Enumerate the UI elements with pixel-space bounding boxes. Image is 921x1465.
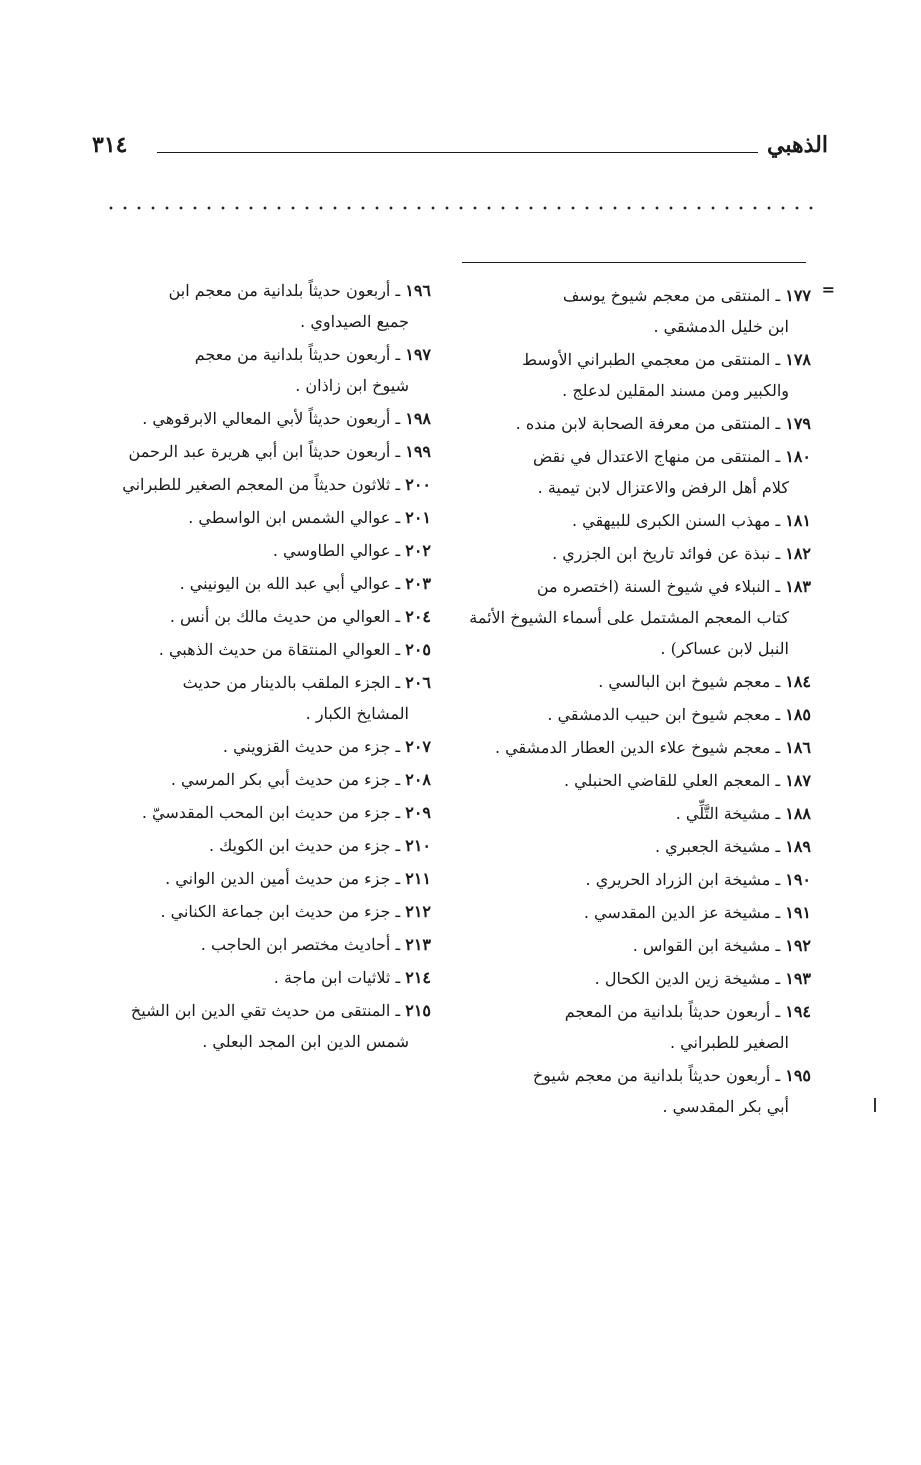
entry-number: ١٩٨: [405, 409, 431, 428]
entry-number: ٢٠٨: [405, 770, 431, 789]
entry-continuation: كلام أهل الرفض والاعتزال لابن تيمية .: [537, 478, 789, 497]
list-item: ١٩٦ ـ أربعون حديثاً بلدانية من معجم ابن جميع الصيداوي .: [91, 275, 431, 337]
entry-number: ١٩٧: [405, 345, 431, 364]
entry-continuation: كتاب المعجم المشتمل على أسماء الشيوخ الأئمة النبل لابن عساكر) .: [469, 608, 789, 658]
list-item: ١٨٥ ـ معجم شيوخ ابن حبيب الدمشقي .: [547, 705, 811, 724]
entry-title: العوالي من حديث مالك بن أنس .: [169, 607, 391, 626]
page-header: [92, 132, 828, 178]
entry-title: جزء من حديث ابن الكويك .: [208, 836, 391, 855]
list-item: ١٩٣ ـ مشيخة زين الدين الكحال .: [594, 969, 811, 988]
entry-title: مهذب السنن الكبرى للبيهقي .: [571, 511, 771, 530]
entry-title: نبذة عن فوائد تاريخ ابن الجزري .: [552, 544, 771, 563]
entry-title: المنتقى من حديث تقي الدين ابن الشيخ: [130, 1001, 391, 1020]
entry-title: جزء من حديث أمين الدين الواني .: [165, 869, 391, 888]
entry-number: ١٩٠: [785, 870, 811, 889]
list-item: ٢١٢ ـ جزء من حديث ابن جماعة الكناني .: [160, 902, 431, 921]
entry-number: ٢١٤: [405, 968, 431, 987]
entry-number: ٢٠٩: [405, 803, 431, 822]
entry-continuation: ابن خليل الدمشقي .: [653, 317, 789, 336]
list-item: ١٩٨ ـ أربعون حديثاً لأبي المعالي الابرقوهي .: [142, 409, 431, 428]
entry-title: المنتقى من معجم شيوخ يوسف: [562, 286, 771, 305]
entry-number: ١٨٢: [785, 544, 811, 563]
list-item: ١٧٧ ـ المنتقى من معجم شيوخ يوسف ابن خليل الدمشقي .: [451, 280, 811, 342]
entry-number: ١٨٨: [785, 804, 811, 823]
list-item: ٢١١ ـ جزء من حديث أمين الدين الواني .: [165, 869, 431, 888]
entry-title: المنتقى من معجمي الطبراني الأوسط: [522, 350, 771, 369]
list-item: ٢٠٤ ـ العوالي من حديث مالك بن أنس .: [169, 607, 431, 626]
right-column: [451, 280, 835, 1124]
entry-continuation: الصغير للطبراني .: [669, 1033, 789, 1052]
header-rule: [157, 152, 758, 153]
entry-title: جزء من حديث ابن المحب المقدسيّ .: [141, 803, 391, 822]
entry-title: جزء من حديث القزويني .: [222, 737, 391, 756]
entry-number: ١٩٥: [785, 1066, 811, 1085]
entry-title: أربعون حديثاً بلدانية من معجم: [194, 345, 391, 364]
entry-title: أربعون حديثاً بلدانية من معجم ابن: [168, 281, 391, 300]
entry-continuation: المشايخ الكبار .: [305, 704, 409, 723]
entry-number: ١٨٧: [785, 771, 811, 790]
entry-number: ١٩٢: [785, 936, 811, 955]
entry-title: أربعون حديثاً بلدانية من المعجم: [564, 1002, 771, 1021]
list-item: ١٨٤ ـ معجم شيوخ ابن البالسي .: [598, 672, 811, 691]
entry-continuation: شيوخ ابن زاذان .: [295, 376, 409, 395]
list-item: ٢١٤ ـ ثلاثيات ابن ماجة .: [273, 968, 431, 987]
list-item: ١٨٠ ـ المنتقى من منهاج الاعتدال في نقض كلام أهل الرفض والاعتزال لابن تيمية .: [451, 441, 811, 503]
list-item: ١٩٠ ـ مشيخة ابن الزراد الحريري .: [585, 870, 811, 889]
list-item: ١٨٣ ـ النبلاء في شيوخ السنة (اختصره من كتاب المعجم المشتمل على أسماء الشيوخ الأئمة النبل لابن عساكر) .: [451, 571, 811, 664]
entry-title: عوالي الشمس ابن الواسطي .: [188, 508, 391, 527]
entry-number: ١٧٨: [785, 350, 811, 369]
entry-number: ١٨٩: [785, 837, 811, 856]
list-item: ١٧٨ ـ المنتقى من معجمي الطبراني الأوسط والكبير ومن مسند المقلين لدعلج .: [451, 344, 811, 406]
entry-number: ٢١٣: [405, 935, 431, 954]
entry-title: معجم شيوخ علاء الدين العطار الدمشقي .: [494, 738, 771, 757]
list-item: ٢١٠ ـ جزء من حديث ابن الكويك .: [208, 836, 431, 855]
entry-number: ٢٠٠: [405, 475, 431, 494]
list-item: ٢٠٦ ـ الجزء الملقب بالدينار من حديث المشايخ الكبار .: [91, 667, 431, 729]
entry-number: ١٩١: [785, 903, 811, 922]
entry-number: ٢١٢: [405, 902, 431, 921]
entry-title: أربعون حديثاً بلدانية من معجم شيوخ: [532, 1066, 771, 1085]
list-item: ١٨٢ ـ نبذة عن فوائد تاريخ ابن الجزري .: [552, 544, 811, 563]
entry-title: المنتقى من منهاج الاعتدال في نقض: [533, 447, 771, 466]
entry-title: أحاديث مختصر ابن الحاجب .: [200, 935, 391, 954]
entry-number: ١٩٣: [785, 969, 811, 988]
entry-continuation: والكبير ومن مسند المقلين لدعلج .: [562, 381, 789, 400]
entry-title: مشيخة ابن الزراد الحريري .: [585, 870, 771, 889]
entry-title: ثلاثون حديثاً من المعجم الصغير للطبراني: [122, 475, 391, 494]
list-item: ١٩١ ـ مشيخة عز الدين المقدسي .: [583, 903, 811, 922]
entry-number: ١٩٦: [405, 281, 431, 300]
entry-title: المعجم العلي للقاضي الحنبلي .: [563, 771, 771, 790]
entry-title: المنتقى من معرفة الصحابة لابن منده .: [515, 414, 771, 433]
entry-number: ١٧٧: [785, 286, 811, 305]
entry-title: ثلاثيات ابن ماجة .: [273, 968, 391, 987]
list-item: ١٩٥ ـ أربعون حديثاً بلدانية من معجم شيوخ أبي بكر المقدسي .: [451, 1060, 811, 1122]
entry-title: مشيخة زين الدين الكحال .: [594, 969, 771, 988]
entry-title: عوالي أبي عبد الله بن اليونيني .: [179, 574, 391, 593]
entry-title: النبلاء في شيوخ السنة (اختصره من: [536, 577, 771, 596]
dotted-separator: [104, 202, 822, 214]
page-number: ٣١٤: [92, 132, 128, 158]
margin-mark: [874, 1098, 876, 1112]
entry-number: ١٧٩: [785, 414, 811, 433]
entry-number: ٢١٥: [405, 1001, 431, 1020]
list-item: ١٨٨ ـ مشيخة التَّلِّي .: [675, 804, 811, 823]
left-column: [91, 275, 431, 1059]
entry-title: مشيخة ابن القواس .: [632, 936, 771, 955]
entry-number: ١٨٦: [785, 738, 811, 757]
entry-title: جزء من حديث أبي بكر المرسي .: [170, 770, 391, 789]
list-item: ١٧٩ ـ المنتقى من معرفة الصحابة لابن منده .: [515, 414, 811, 433]
entry-number: ١٩٩: [405, 442, 431, 461]
list-item: ١٩٤ ـ أربعون حديثاً بلدانية من المعجم الصغير للطبراني .: [451, 996, 811, 1058]
list-item: ٢٠٩ ـ جزء من حديث ابن المحب المقدسيّ .: [141, 803, 431, 822]
list-item: ٢٠٠ ـ ثلاثون حديثاً من المعجم الصغير للطبراني: [122, 475, 431, 494]
entry-number: ١٩٤: [785, 1002, 811, 1021]
list-item: ١٩٩ ـ أربعون حديثاً ابن أبي هريرة عبد الرحمن: [128, 442, 431, 461]
entry-number: ٢١١: [405, 869, 431, 888]
continuation-mark: =: [821, 280, 835, 299]
entry-title: معجم شيوخ ابن حبيب الدمشقي .: [547, 705, 771, 724]
entry-number: ٢٠٥: [405, 640, 431, 659]
list-item: ١٨٩ ـ مشيخة الجعبري .: [654, 837, 811, 856]
list-item: ٢١٥ ـ المنتقى من حديث تقي الدين ابن الشيخ شمس الدين ابن المجد البعلي .: [91, 995, 431, 1057]
entry-number: ١٨٤: [785, 672, 811, 691]
entry-number: ١٨٠: [785, 447, 811, 466]
entry-title: مشيخة الجعبري .: [654, 837, 771, 856]
entry-continuation: شمس الدين ابن المجد البعلي .: [202, 1032, 409, 1051]
list-item: ١٨٧ ـ المعجم العلي للقاضي الحنبلي .: [563, 771, 811, 790]
entry-title: مشيخة التَّلِّي .: [675, 804, 771, 823]
entry-number: ٢٠٣: [405, 574, 431, 593]
entry-title: أربعون حديثاً لأبي المعالي الابرقوهي .: [142, 409, 391, 428]
list-item: ٢٠٢ ـ عوالي الطاوسي .: [272, 541, 431, 560]
list-item: ٢٠٣ ـ عوالي أبي عبد الله بن اليونيني .: [179, 574, 431, 593]
list-item: ٢١٣ ـ أحاديث مختصر ابن الحاجب .: [200, 935, 431, 954]
entry-number: ٢٠١: [405, 508, 431, 527]
list-item: ١٨١ ـ مهذب السنن الكبرى للبيهقي .: [571, 511, 811, 530]
entry-title: أربعون حديثاً ابن أبي هريرة عبد الرحمن: [128, 442, 391, 461]
entry-continuation: جميع الصيداوي .: [300, 312, 409, 331]
entry-title: معجم شيوخ ابن البالسي .: [598, 672, 771, 691]
entry-number: ٢١٠: [405, 836, 431, 855]
running-title: الذهبي: [767, 132, 828, 158]
entry-number: ١٨٥: [785, 705, 811, 724]
entry-number: ٢٠٧: [405, 737, 431, 756]
list-item: ١٩٧ ـ أربعون حديثاً بلدانية من معجم شيوخ ابن زاذان .: [91, 339, 431, 401]
entry-number: ٢٠٢: [405, 541, 431, 560]
entry-title: الجزء الملقب بالدينار من حديث: [182, 673, 391, 692]
list-item: ٢٠١ ـ عوالي الشمس ابن الواسطي .: [188, 508, 431, 527]
entry-title: جزء من حديث ابن جماعة الكناني .: [160, 902, 391, 921]
footnote-rule: [462, 262, 806, 263]
entry-number: ١٨٣: [785, 577, 811, 596]
entry-title: مشيخة عز الدين المقدسي .: [583, 903, 771, 922]
entry-number: ٢٠٤: [405, 607, 431, 626]
list-item: ٢٠٧ ـ جزء من حديث القزويني .: [222, 737, 431, 756]
list-item: ١٨٦ ـ معجم شيوخ علاء الدين العطار الدمشقي .: [494, 738, 811, 757]
list-item: ١٩٢ ـ مشيخة ابن القواس .: [632, 936, 811, 955]
list-item: ٢٠٥ ـ العوالي المنتقاة من حديث الذهبي .: [158, 640, 431, 659]
entry-title: عوالي الطاوسي .: [272, 541, 391, 560]
entry-continuation: أبي بكر المقدسي .: [662, 1097, 789, 1116]
entry-number: ٢٠٦: [405, 673, 431, 692]
list-item: ٢٠٨ ـ جزء من حديث أبي بكر المرسي .: [170, 770, 431, 789]
entry-title: العوالي المنتقاة من حديث الذهبي .: [158, 640, 391, 659]
entry-number: ١٨١: [785, 511, 811, 530]
